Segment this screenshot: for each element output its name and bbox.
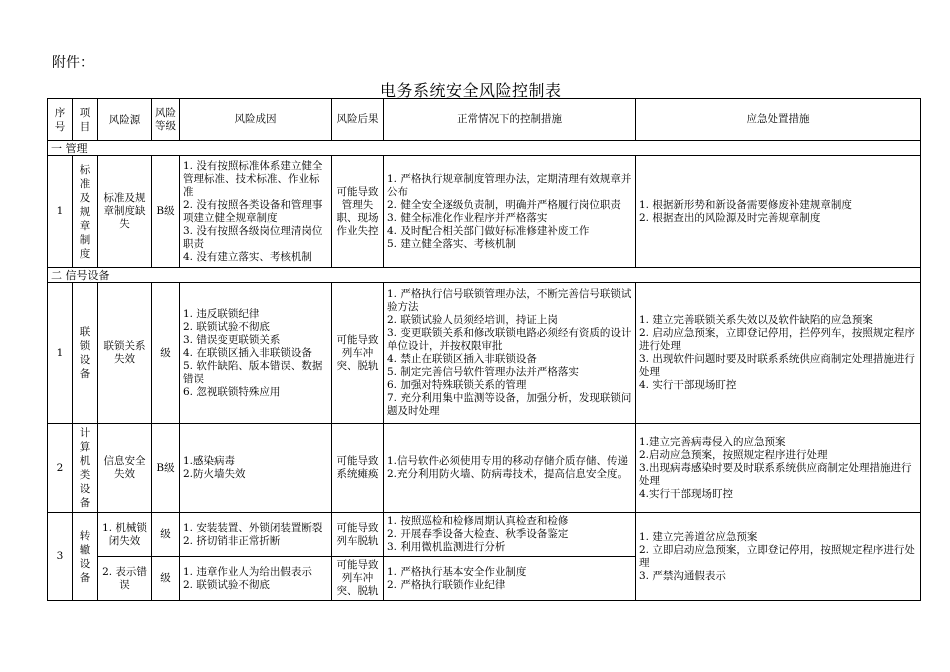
- list-item: 1. 严格执行基本安全作业制度: [387, 565, 527, 578]
- cell-controls: [384, 156, 636, 268]
- list-item: 2. 立即启动应急预案，立即登记停用，按照规定程序进行处理: [639, 543, 915, 569]
- list-item: 1. 违章作业人为给出假表示: [183, 565, 312, 578]
- cell-level: B级: [152, 424, 180, 513]
- cell-causes: [180, 424, 332, 513]
- cell-item: 转辙设备: [73, 513, 98, 601]
- table-row: [48, 424, 921, 513]
- list-item: 5. 制定完善信号软件管理办法并严格落实: [387, 366, 579, 378]
- cell-source: 标准及规章制度缺失: [98, 156, 152, 268]
- list-item: 4. 及时配合相关部门做好标准修建补废工作: [387, 224, 590, 237]
- list-item: 1. 建立完善联锁关系失效以及软件缺陷的应急预案: [639, 314, 873, 326]
- section-row: [48, 268, 921, 283]
- header-source: 风险源: [98, 99, 152, 141]
- header-level: 风险等级: [152, 99, 180, 141]
- list-item: 1. 按照巡检和检修周期认真检查和检修: [387, 515, 569, 527]
- cell-level: 级: [152, 557, 180, 601]
- cell-no: 1: [48, 156, 73, 268]
- table-header-row: [48, 99, 921, 141]
- attachment-label: 附件：: [52, 55, 94, 71]
- list-item: 4. 实行干部现场盯控: [639, 379, 737, 391]
- list-item: 3. 出现软件问题时要及时联系系统供应商制定处理措施进行处理: [639, 353, 915, 378]
- cell-consequence: 可能导致列车冲突、脱轨: [332, 557, 384, 601]
- list-item: 2. 严格执行联锁作业纪律: [387, 578, 506, 591]
- list-item: 1. 建立完善道岔应急预案: [639, 530, 758, 543]
- list-item: 2. 启动应急预案，立即登记停用，拦停列车，按照规定程序进行处理: [639, 327, 915, 352]
- cell-source: 联锁关系失效: [98, 283, 152, 424]
- list-item: 1. 根据新形势和新设备需要修废补建规章制度: [639, 198, 852, 211]
- list-item: 1.建立完善病毒侵入的应急预案: [639, 435, 786, 448]
- list-item: 2. 开展春季设备大检查、秋季设备鉴定: [387, 528, 569, 540]
- list-item: 3. 严禁沟通假表示: [639, 569, 726, 582]
- list-item: 2. 健全安全逐级负责制，明确并严格履行岗位职责: [387, 198, 621, 211]
- list-item: 1. 违反联锁纪律: [183, 307, 260, 320]
- list-item: 3. 变更联锁关系和修改联锁电路必须经有资质的设计单位设计，并按权限审批: [387, 327, 632, 352]
- list-item: 7. 充分利用集中监测等设备，加强分析，发现联锁问题及时处理: [387, 392, 632, 417]
- cell-item: 计算机类设备: [73, 424, 98, 513]
- header-no: 序号: [48, 99, 73, 141]
- table-row: [48, 283, 921, 424]
- cell-consequence: 可能导致列车冲突、脱轨: [332, 283, 384, 424]
- list-item: 1.感染病毒: [183, 455, 236, 467]
- list-item: 2.启动应急预案，按照规定程序进行处理: [639, 448, 828, 461]
- cell-consequence: 可能导致系统瘫痪: [332, 424, 384, 513]
- list-item: 4. 没有建立落实、考核机制: [183, 250, 312, 263]
- list-item: 2.充分利用防火墙、防病毒技术，提高信息安全度。: [387, 468, 629, 480]
- header-emergency: 应急处置措施: [636, 99, 921, 141]
- cell-consequence: 可能导致列车脱轨: [332, 513, 384, 557]
- cell-item: 联锁设备: [73, 283, 98, 424]
- list-item: 4. 在联锁区插入非联锁设备: [183, 346, 312, 359]
- list-item: 1.信号软件必须使用专用的移动存储介质存储、传递: [387, 455, 629, 467]
- section-label: 一 管理: [48, 141, 921, 156]
- list-item: 5. 建立健全落实、考核机制: [387, 237, 516, 250]
- list-item: 4.实行干部现场盯控: [639, 487, 734, 500]
- section-label: 二 信号设备: [48, 268, 921, 283]
- cell-emergency: [636, 424, 921, 513]
- cell-consequence: 可能导致管理失职、现场作业失控: [332, 156, 384, 268]
- list-item: 1. 安装装置、外锁闭装置断裂: [183, 521, 323, 534]
- header-item: 项目: [73, 99, 98, 141]
- header-consequence: 风险后果: [332, 99, 384, 141]
- cell-source: 2. 表示错误: [98, 557, 152, 601]
- list-item: 2. 联锁试验不彻底: [183, 578, 270, 591]
- list-item: 2. 联锁试验不彻底: [183, 320, 270, 333]
- list-item: 3. 没有按照各级岗位理清岗位职责: [183, 224, 323, 250]
- list-item: 3. 利用微机监测进行分析: [387, 541, 506, 553]
- cell-controls: [384, 424, 636, 513]
- cell-emergency: [636, 283, 921, 424]
- cell-controls: [384, 557, 636, 601]
- cell-source: 信息安全失效: [98, 424, 152, 513]
- list-item: 3. 健全标准化作业程序并严格落实: [387, 211, 548, 224]
- header-controls: 正常情况下的控制措施: [384, 99, 636, 141]
- cell-emergency: [636, 513, 921, 601]
- cell-source: 1. 机械锁闭失效: [98, 513, 152, 557]
- page-title: 电务系统安全风险控制表: [380, 81, 562, 100]
- cell-no: 2: [48, 424, 73, 513]
- cell-causes: [180, 156, 332, 268]
- list-item: 1. 严格执行规章制度管理办法，定期清理有效规章并公布: [387, 172, 632, 198]
- risk-control-table: [47, 98, 921, 601]
- cell-level: 级: [152, 283, 180, 424]
- section-row: [48, 141, 921, 156]
- list-item: 6. 加强对特殊联锁关系的管理: [387, 379, 527, 391]
- list-item: 5. 软件缺陷、版本错误、数据错误: [183, 359, 323, 385]
- cell-level: 级: [152, 513, 180, 557]
- list-item: 1. 没有按照标准体系建立健全管理标准、技术标准、作业标准: [183, 159, 323, 198]
- table-row: [48, 513, 921, 557]
- list-item: 1. 严格执行信号联锁管理办法，不断完善信号联锁试验方法: [387, 288, 632, 313]
- cell-no: 1: [48, 283, 73, 424]
- cell-controls: [384, 283, 636, 424]
- list-item: 2. 没有按照各类设备和管理事项建立健全规章制度: [183, 198, 323, 224]
- list-item: 4. 禁止在联锁区插入非联锁设备: [387, 353, 537, 365]
- cell-causes: [180, 283, 332, 424]
- list-item: 2. 挤切销非正常折断: [183, 534, 281, 547]
- list-item: 6. 忽视联锁特殊应用: [183, 385, 281, 398]
- list-item: 2.防火墙失效: [183, 468, 246, 480]
- list-item: 3. 错误变更联锁关系: [183, 333, 281, 346]
- cell-no: 3: [48, 513, 73, 601]
- list-item: 2. 联锁试验人员须经培训，持证上岗: [387, 314, 558, 326]
- cell-causes: [180, 557, 332, 601]
- cell-level: B级: [152, 156, 180, 268]
- cell-causes: [180, 513, 332, 557]
- cell-item: 标准及规章制度: [73, 156, 98, 268]
- list-item: 3.出现病毒感染时要及时联系系统供应商制定处理措施进行处理: [639, 461, 912, 487]
- list-item: 2. 根据查出的风险源及时完善规章制度: [639, 211, 821, 224]
- cell-controls: [384, 513, 636, 557]
- table-row: [48, 156, 921, 268]
- cell-emergency: [636, 156, 921, 268]
- header-causes: 风险成因: [180, 99, 332, 141]
